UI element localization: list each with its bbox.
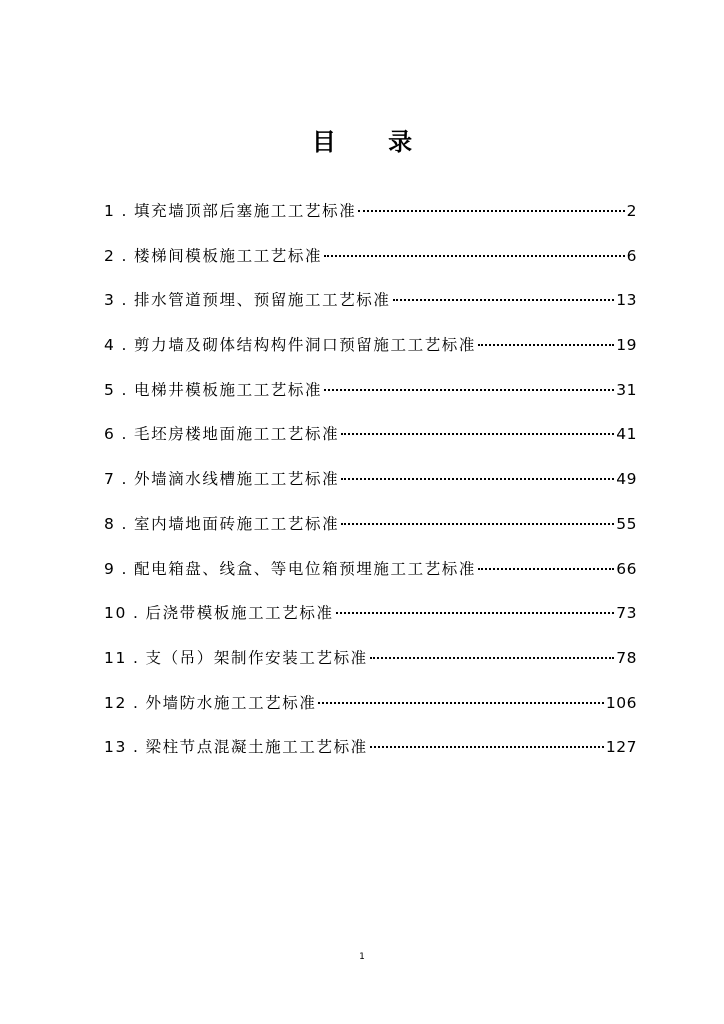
dot-leader xyxy=(393,281,615,305)
toc-entry-separator: . xyxy=(121,246,128,265)
dot-leader xyxy=(341,415,614,439)
toc-entry-separator: . xyxy=(121,291,128,310)
toc-entry-title: 外墙防水施工工艺标准 xyxy=(145,693,317,712)
toc-entry-page: 78 xyxy=(616,648,637,667)
dot-leader xyxy=(324,371,614,395)
toc-entry-number: 3 xyxy=(104,291,116,310)
table-of-contents xyxy=(104,192,637,773)
toc-entry[interactable] xyxy=(104,192,637,237)
toc-entry-title: 室内墙地面砖施工工艺标准 xyxy=(134,514,340,533)
page-number: 1 xyxy=(359,952,365,962)
toc-entry-title: 排水管道预埋、预留施工工艺标准 xyxy=(134,291,391,310)
toc-entry-page: 13 xyxy=(616,291,637,310)
toc-entry-title: 支（吊）架制作安装工艺标准 xyxy=(145,648,368,667)
toc-entry-title: 外墙滴水线槽施工工艺标准 xyxy=(134,470,340,489)
toc-entry-separator: . xyxy=(132,604,140,623)
dot-leader xyxy=(336,594,615,618)
toc-entry-number: 7 xyxy=(104,470,116,489)
toc-entry-number: 12 xyxy=(104,693,127,712)
toc-entry-separator: . xyxy=(121,202,128,220)
toc-entry[interactable] xyxy=(104,505,637,550)
toc-entry-title: 配电箱盘、线盒、等电位箱预埋施工工艺标准 xyxy=(134,559,477,578)
toc-entry-page: 19 xyxy=(616,336,637,355)
toc-entry-number: 2 xyxy=(104,246,116,265)
toc-entry-separator: . xyxy=(121,559,128,578)
dot-leader xyxy=(318,684,603,708)
toc-entry[interactable] xyxy=(104,594,637,639)
toc-entry[interactable] xyxy=(104,728,637,773)
toc-entry-number: 9 xyxy=(104,559,116,578)
toc-entry-number: 13 xyxy=(104,738,127,757)
toc-entry[interactable] xyxy=(104,550,637,595)
toc-entry[interactable] xyxy=(104,639,637,684)
dot-leader xyxy=(358,192,624,216)
dot-leader xyxy=(324,237,625,261)
toc-entry-number: 5 xyxy=(104,380,116,399)
dot-leader xyxy=(478,550,614,574)
toc-title: 目 录 xyxy=(311,128,435,156)
dot-leader xyxy=(370,639,614,663)
toc-entry-separator: . xyxy=(121,514,128,533)
toc-entry-page: 73 xyxy=(616,604,637,623)
toc-entry-number: 1 xyxy=(104,202,116,220)
dot-leader xyxy=(341,505,614,529)
toc-entry-title: 填充墙顶部后塞施工工艺标准 xyxy=(134,202,357,220)
toc-entry[interactable] xyxy=(104,460,637,505)
toc-entry-separator: . xyxy=(121,425,128,444)
toc-entry-page: 31 xyxy=(616,380,637,399)
toc-entry[interactable] xyxy=(104,371,637,416)
toc-entry-separator: . xyxy=(132,738,140,757)
toc-entry-page: 127 xyxy=(605,738,637,757)
toc-entry-title: 梁柱节点混凝土施工工艺标准 xyxy=(145,738,368,757)
toc-entry-number: 4 xyxy=(104,336,116,355)
toc-entry[interactable] xyxy=(104,326,637,371)
toc-entry-number: 6 xyxy=(104,425,116,444)
toc-entry-title: 毛坯房楼地面施工工艺标准 xyxy=(134,425,340,444)
toc-entry[interactable] xyxy=(104,281,637,326)
toc-entry-number: 11 xyxy=(104,648,127,667)
dot-leader xyxy=(478,326,614,350)
dot-leader xyxy=(341,460,614,484)
toc-entry-title: 电梯井模板施工工艺标准 xyxy=(134,380,323,399)
toc-entry-separator: . xyxy=(121,470,128,489)
toc-entry[interactable] xyxy=(104,237,637,282)
toc-entry-number: 10 xyxy=(104,604,127,623)
toc-entry-page: 41 xyxy=(616,425,637,444)
toc-entry[interactable] xyxy=(104,684,637,729)
toc-entry-title: 剪力墙及砌体结构构件洞口预留施工工艺标准 xyxy=(134,336,477,355)
toc-entry-separator: . xyxy=(121,380,128,399)
toc-entry-page: 49 xyxy=(616,470,637,489)
toc-entry-separator: . xyxy=(132,693,140,712)
dot-leader xyxy=(370,728,604,752)
toc-entry-separator: . xyxy=(121,336,128,355)
toc-entry-page: 106 xyxy=(605,693,637,712)
toc-entry-title: 楼梯间模板施工工艺标准 xyxy=(134,246,323,265)
toc-entry-number: 8 xyxy=(104,514,116,533)
toc-entry-page: 2 xyxy=(626,202,637,220)
toc-entry-page: 66 xyxy=(616,559,637,578)
toc-entry-page: 6 xyxy=(626,246,637,265)
toc-entry-title: 后浇带模板施工工艺标准 xyxy=(145,604,334,623)
toc-entry-page: 55 xyxy=(616,514,637,533)
toc-entry[interactable] xyxy=(104,415,637,460)
toc-entry-separator: . xyxy=(132,648,140,667)
